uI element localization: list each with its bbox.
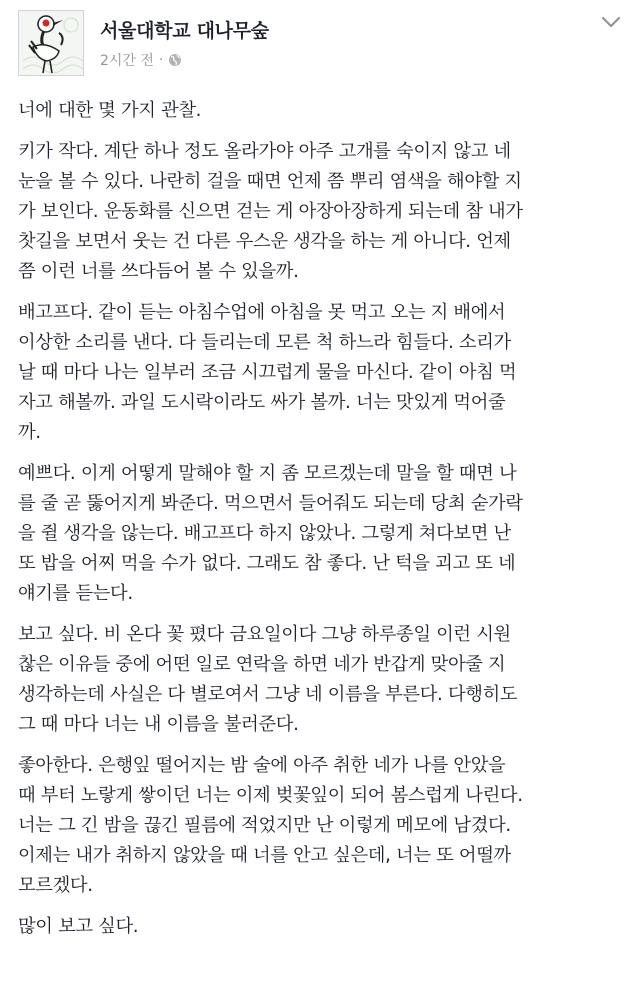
paragraph-line: 배고프다. 같이 듣는 아침수업에 아침을 못 먹고 오는 지 배에서	[18, 302, 506, 323]
meta-separator: ·	[158, 52, 164, 68]
paragraph-line: 때 부터 노랗게 쌓이던 너는 이제 벚꽃잎이 되어 봄스럽게 나린다.	[18, 785, 523, 806]
paragraph-line: 보고 싶다. 비 온다 꽃 폈다 금요일이다 그냥 하루종일 이런 시원	[18, 624, 511, 645]
paragraph-line: 너는 그 긴 밤을 끊긴 필름에 적었지만 난 이렇게 메모에 남겼다.	[18, 815, 511, 836]
paragraph-line: 눈을 볼 수 있다. 나란히 걸을 때면 언제 쯤 뿌리 염색을 해야할 지	[18, 171, 522, 192]
post-paragraph	[18, 459, 624, 609]
paragraph-line: 너에 대한 몇 가지 관찰.	[18, 100, 202, 121]
post-paragraph	[18, 912, 624, 942]
paragraph-line: 날 때 마다 나는 일부러 조금 시끄럽게 물을 마신다. 같이 아침 먹	[18, 362, 517, 383]
avatar[interactable]	[18, 10, 84, 76]
paragraph-line: 또 밥을 어찌 먹을 수가 없다. 그래도 참 좋다. 난 턱을 괴고 또 네	[18, 553, 516, 574]
paragraph-line: 까.	[18, 422, 41, 443]
post-timestamp[interactable]: 2시간 전	[100, 53, 154, 69]
paragraph-line: 찮은 이유들 중에 어떤 일로 연락을 하면 네가 반갑게 맞아줄 지	[18, 654, 506, 675]
post-paragraph	[18, 137, 624, 287]
post-paragraph	[18, 298, 624, 448]
paragraph-line: 많이 보고 싶다.	[18, 916, 139, 937]
post-paragraph	[18, 751, 624, 901]
page-name[interactable]: 서울대학교 대나무숲	[100, 20, 269, 42]
paragraph-line: 예쁘다. 이게 어떻게 말해야 할 지 좀 모르겠는데 말을 할 때면 나	[18, 463, 517, 484]
paragraph-line: 생각하는데 사실은 다 별로여서 그냥 네 이름을 부른다. 다행히도	[18, 684, 518, 705]
post-paragraph	[18, 96, 624, 126]
paragraph-line: 을 쥘 생각을 않는다. 배고프다 하지 않았나. 그렇게 쳐다보면 난	[18, 523, 511, 544]
paragraph-line: 얘기를 듣는다.	[18, 583, 133, 604]
paragraph-line: 그 때 마다 너는 내 이름을 불러준다.	[18, 714, 299, 735]
paragraph-line: 키가 작다. 계단 하나 정도 올라가야 아주 고개를 숙이지 않고 네	[18, 141, 511, 162]
paragraph-line: 찻길을 보면서 웃는 건 다른 우스운 생각을 하는 게 아니다. 언제	[18, 231, 511, 252]
globe-icon[interactable]	[168, 53, 182, 67]
post-header	[18, 10, 622, 80]
paragraph-line: 를 줄 곧 뚫어지게 봐준다. 먹으면서 들어줘도 되는데 당최 숟가락	[18, 493, 523, 514]
crane-logo-icon	[19, 11, 83, 75]
paragraph-line: 모르겠다.	[18, 875, 93, 896]
paragraph-line: 좋아한다. 은행잎 떨어지는 밤 술에 아주 취한 네가 나를 안았을	[18, 755, 506, 776]
paragraph-line: 이상한 소리를 낸다. 다 들리는데 모른 척 하느라 힘들다. 소리가	[18, 332, 511, 353]
paragraph-line: 쯤 이런 너를 쓰다듬어 볼 수 있을까.	[18, 261, 299, 282]
paragraph-line: 자고 해볼까. 과일 도시락이라도 싸가 볼까. 너는 맛있게 먹어줄	[18, 392, 506, 413]
chevron-down-icon[interactable]	[600, 14, 622, 30]
paragraph-line: 가 보인다. 운동화를 신으면 걷는 게 아장아장하게 되는데 참 내가	[18, 201, 523, 222]
post-meta	[100, 50, 182, 70]
post-body	[18, 96, 624, 953]
post-paragraph	[18, 620, 624, 740]
paragraph-line: 이제는 내가 취하지 않았을 때 너를 안고 싶은데, 너는 또 어떨까	[18, 845, 511, 866]
